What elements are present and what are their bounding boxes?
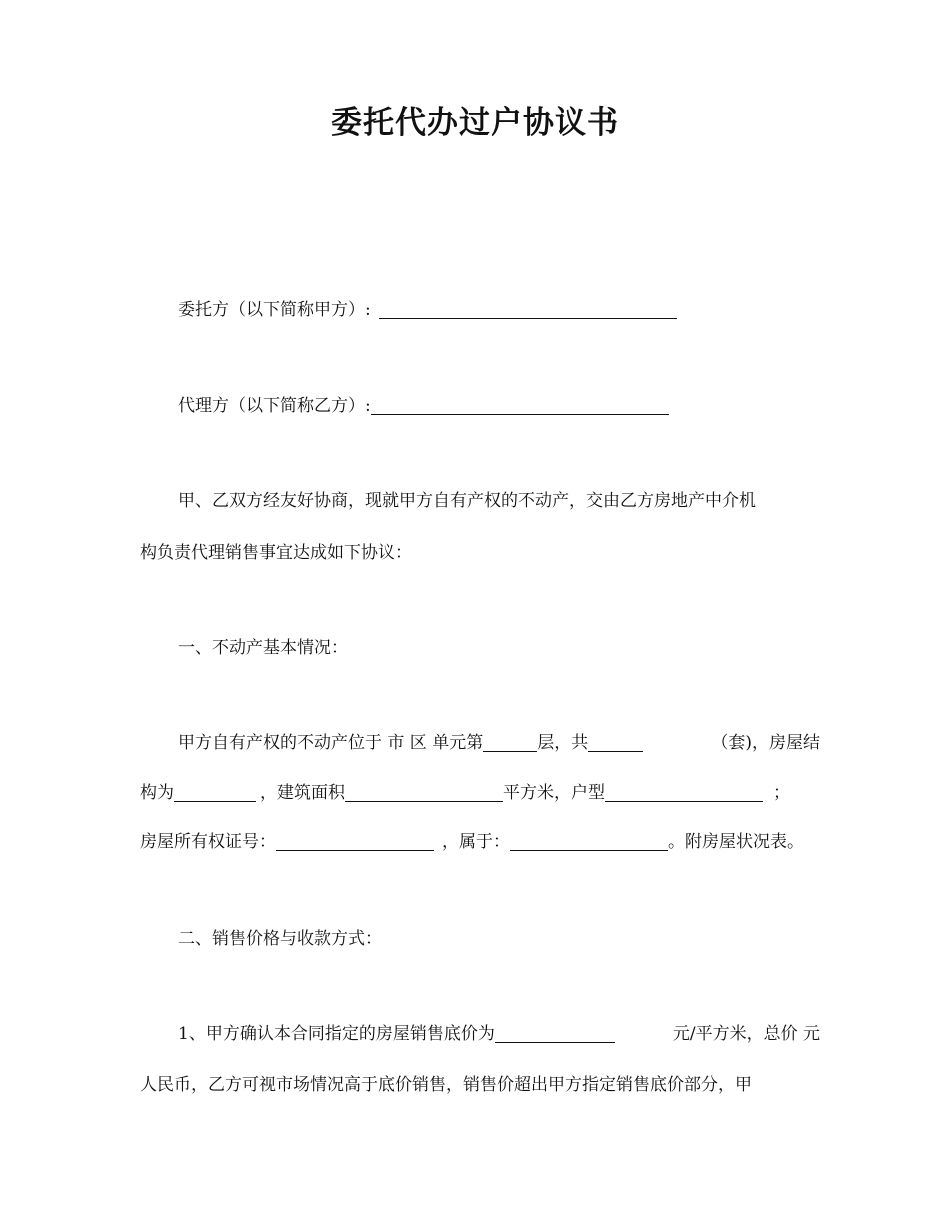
- section2-heading: 二、销售价格与收款方式：: [178, 929, 382, 949]
- section1-heading: 一、不动产基本情况：: [178, 638, 348, 658]
- principal-blank[interactable]: [379, 300, 677, 319]
- property-line-3: 房屋所有权证号： ，属于： 。附房屋状况表。: [140, 832, 804, 852]
- principal-line: [178, 298, 820, 322]
- agent-line: [178, 394, 820, 418]
- property-location-text: 甲方自有产权的不动产位于 市 区 单元第 层，共: [178, 731, 643, 755]
- property-line-2: 构为 ，建筑面积 平方米，户型 ；: [140, 783, 790, 803]
- agent-label: 代理方（以下简称乙方）:: [178, 396, 371, 416]
- units-blank[interactable]: [588, 733, 643, 752]
- base-price-text: 1、甲方确认本合同指定的房屋销售底价为: [178, 1022, 615, 1046]
- total-price-text: 元/平方米，总价 元: [672, 1024, 820, 1044]
- intro-line-2: 构负责代理销售事宜达成如下协议：: [140, 543, 412, 563]
- structure-label-start: （套)，房屋结: [711, 733, 820, 753]
- price-line-1: [178, 1022, 820, 1046]
- ownership-blank[interactable]: [510, 832, 668, 851]
- agent-blank[interactable]: [371, 396, 669, 415]
- structure-blank[interactable]: [174, 783, 256, 802]
- property-line-1: [178, 731, 820, 755]
- document-title: 委托代办过户协议书: [331, 105, 619, 141]
- principal-label: 委托方（以下简称甲方）:: [178, 300, 371, 320]
- layout-blank[interactable]: [605, 783, 763, 802]
- intro-line-1: 甲、乙双方经友好协商，现就甲方自有产权的不动产，交由乙方房地产中介机: [178, 491, 756, 511]
- price-line-2: 人民币，乙方可视市场情况高于底价销售，销售价超出甲方指定销售底价部分，甲: [140, 1075, 752, 1095]
- area-blank[interactable]: [345, 783, 503, 802]
- certificate-blank[interactable]: [276, 832, 434, 851]
- floor-blank[interactable]: [483, 733, 537, 752]
- base-price-blank[interactable]: [495, 1024, 615, 1043]
